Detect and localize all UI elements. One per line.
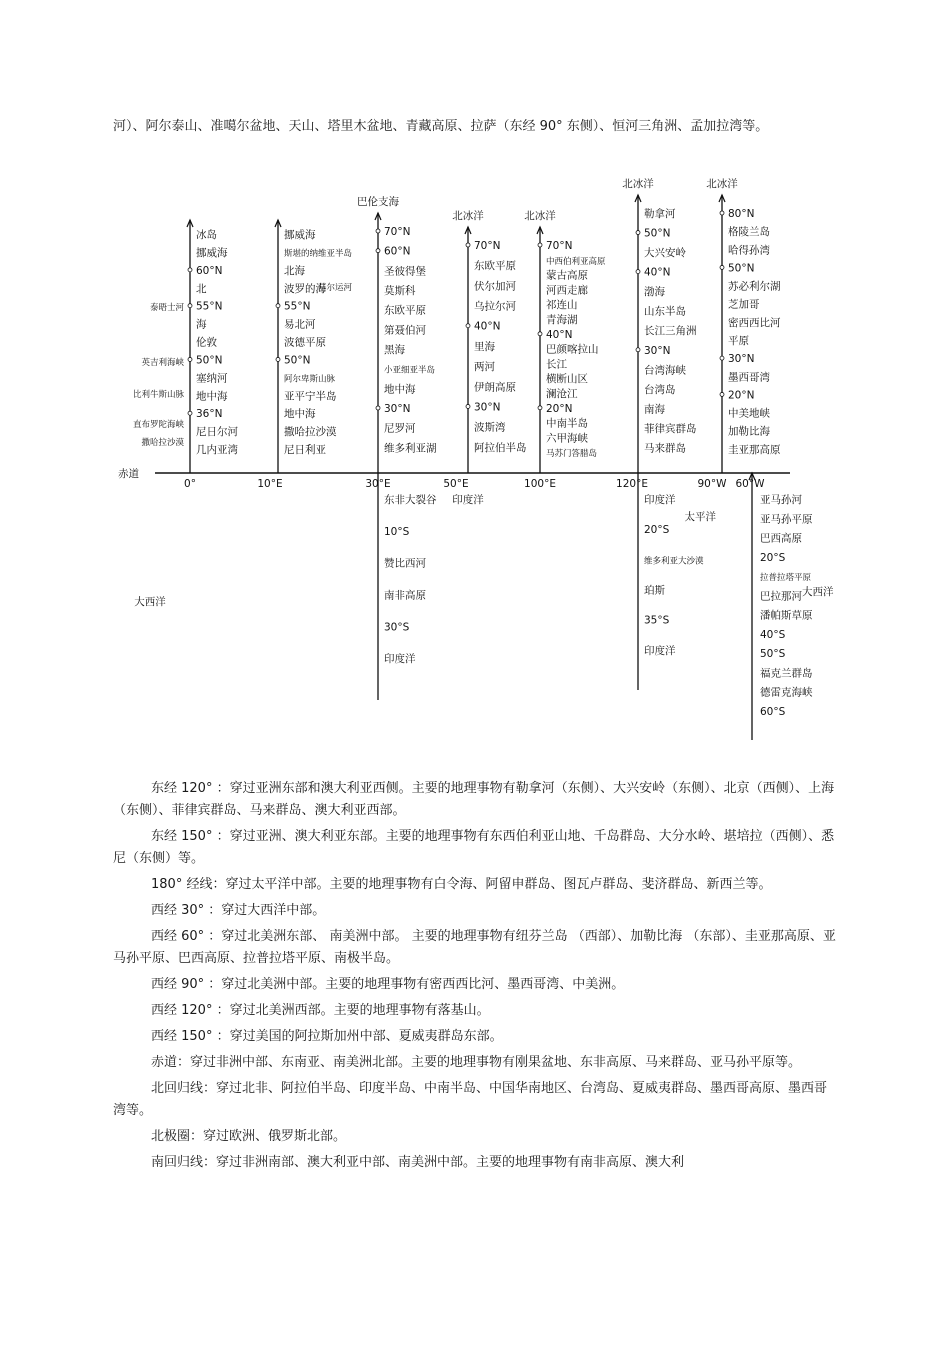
feature-label: 阿拉伯半岛 bbox=[474, 441, 527, 454]
latitude-dot-icon bbox=[538, 332, 542, 336]
feature-label: 蒙古高原 bbox=[546, 269, 588, 282]
feature-label: 北 bbox=[196, 282, 207, 295]
paragraph-30w: 西经 30° ：穿过大西洋中部。 bbox=[151, 903, 326, 918]
feature-label: 福克兰群岛 bbox=[760, 667, 813, 680]
latitude-dot-icon bbox=[188, 304, 192, 308]
feature-label: 第聂伯河 bbox=[384, 324, 426, 337]
latitude-label: 40°N bbox=[546, 328, 573, 341]
meridian-diagram bbox=[100, 165, 840, 745]
feature-label: 格陵兰岛 bbox=[728, 226, 770, 239]
meridian-top-label: 北冰洋 bbox=[622, 178, 654, 190]
feature-label: 尼罗河 bbox=[384, 422, 416, 435]
paragraph-150w: 西经 150° ：穿过美国的阿拉斯加州中部、夏威夷群岛东部。 bbox=[151, 1029, 503, 1044]
latitude-dot-icon bbox=[538, 243, 542, 247]
latitude-label: 50°N bbox=[284, 354, 311, 367]
feature-label: 渤海 bbox=[644, 286, 665, 299]
feature-label: 台湾海峡 bbox=[644, 364, 686, 377]
feature-label: 南海 bbox=[644, 403, 665, 416]
latitude-dot-icon bbox=[466, 324, 470, 328]
body-paragraphs bbox=[113, 778, 838, 1178]
feature-label: 中南半岛 bbox=[546, 417, 588, 430]
latitude-label: 30°N bbox=[474, 401, 501, 414]
feature-label: 伦敦 bbox=[196, 336, 217, 349]
feature-label: 波德平原 bbox=[284, 336, 326, 349]
feature-label: 山东半岛 bbox=[644, 305, 686, 318]
feature-label: 直布罗陀海峡 bbox=[132, 420, 184, 430]
latitude-label: 40°N bbox=[474, 320, 501, 333]
feature-label: 地中海 bbox=[384, 383, 416, 396]
feature-label: 基尔运河 bbox=[318, 283, 353, 293]
feature-label: 芝加哥 bbox=[728, 298, 760, 311]
feature-label: 祁连山 bbox=[546, 299, 578, 312]
meridian-top-label: 北冰洋 bbox=[524, 210, 556, 222]
feature-label: 小亚细亚半岛 bbox=[384, 365, 436, 376]
feature-label: 地中海 bbox=[284, 408, 316, 421]
latitude-label: 20°S bbox=[644, 524, 670, 537]
feature-label: 易北河 bbox=[284, 318, 316, 331]
feature-label: 波罗的海 bbox=[284, 282, 326, 295]
feature-label: 赞比西河 bbox=[384, 557, 426, 570]
feature-label: 青海湖 bbox=[546, 314, 578, 326]
feature-label: 北海 bbox=[284, 264, 305, 277]
feature-label: 苏必利尔湖 bbox=[728, 280, 781, 293]
latitude-dot-icon bbox=[720, 265, 724, 269]
paragraph-equator: 赤道：穿过非洲中部、东南亚、南美洲北部。主要的地理事物有刚果盆地、东非高原、马来群岛、亚马孙平原等。 bbox=[151, 1055, 802, 1070]
paragraph-60w: 西经 60° ：穿过北美洲东部、 南美洲中部。 主要的地理事物有纽芬兰岛 （西部）、加勒比海 （东部）、圭亚那高原、亚马孙平原、巴西高原、拉普拉塔平原、南极半岛。 bbox=[113, 929, 836, 966]
feature-label: 乌拉尔河 bbox=[474, 300, 516, 313]
latitude-label: 30°S bbox=[384, 621, 410, 634]
latitude-dot-icon bbox=[720, 211, 724, 215]
paragraph-90w: 西经 90° ：穿过北美洲中部。主要的地理事物有密西西比河、墨西哥湾、中美洲。 bbox=[151, 977, 625, 992]
latitude-label: 30°N bbox=[644, 344, 671, 357]
feature-label: 尼日尔河 bbox=[196, 426, 238, 439]
meridian-name: 30°E bbox=[365, 478, 391, 490]
feature-label: 太平洋 bbox=[684, 511, 716, 523]
feature-label: 中西伯利亚高原 bbox=[546, 256, 606, 267]
latitude-dot-icon bbox=[720, 356, 724, 360]
latitude-dot-icon bbox=[376, 406, 380, 410]
feature-label: 大西洋 bbox=[802, 586, 834, 598]
meridian-top-label: 北冰洋 bbox=[452, 210, 484, 222]
feature-label: 挪威海 bbox=[196, 246, 228, 259]
feature-label: 拉普拉塔平原 bbox=[760, 573, 812, 583]
feature-label: 大西洋 bbox=[134, 596, 166, 608]
feature-label: 马来群岛 bbox=[644, 442, 686, 455]
latitude-label: 70°N bbox=[384, 226, 411, 238]
latitude-label: 20°N bbox=[728, 389, 755, 402]
latitude-label: 60°N bbox=[196, 264, 223, 277]
meridian-top-label: 巴伦支海 bbox=[357, 196, 399, 208]
feature-label: 印度洋 bbox=[644, 494, 676, 506]
latitude-dot-icon bbox=[276, 357, 280, 361]
feature-label: 横断山区 bbox=[546, 373, 588, 386]
feature-label: 勒拿河 bbox=[644, 208, 676, 220]
feature-label: 澜沧江 bbox=[546, 388, 578, 400]
feature-label: 撒哈拉沙漠 bbox=[141, 438, 184, 448]
feature-label: 尼日利亚 bbox=[284, 444, 326, 457]
latitude-dot-icon bbox=[376, 249, 380, 253]
latitude-label: 60°N bbox=[384, 245, 411, 258]
latitude-label: 70°N bbox=[474, 240, 501, 252]
meridian-name: 60°W bbox=[735, 478, 765, 490]
feature-label: 菲律宾群岛 bbox=[644, 422, 697, 435]
feature-label: 伊朗高原 bbox=[474, 381, 516, 394]
feature-label: 大兴安岭 bbox=[644, 247, 686, 260]
meridian-name: 90°W bbox=[697, 478, 727, 490]
feature-label: 冰岛 bbox=[196, 229, 217, 241]
meridian-top-label: 北冰洋 bbox=[706, 178, 738, 190]
feature-label: 东欧平原 bbox=[384, 304, 426, 317]
feature-label: 波斯湾 bbox=[474, 421, 506, 434]
feature-label: 英吉利海峡 bbox=[141, 358, 184, 368]
latitude-label: 70°N bbox=[546, 240, 573, 252]
latitude-dot-icon bbox=[636, 348, 640, 352]
feature-label: 南非高原 bbox=[384, 589, 426, 602]
latitude-dot-icon bbox=[466, 404, 470, 408]
latitude-label: 40°S bbox=[760, 628, 786, 641]
feature-label: 印度洋 bbox=[452, 494, 484, 506]
feature-label: 密西西比河 bbox=[728, 316, 781, 329]
feature-label: 阿尔卑斯山脉 bbox=[284, 374, 336, 385]
latitude-label: 60°S bbox=[760, 705, 786, 718]
latitude-label: 35°S bbox=[644, 614, 670, 627]
feature-label: 六甲海峡 bbox=[546, 432, 588, 445]
feature-label: 加勒比海 bbox=[728, 425, 770, 438]
feature-label: 潘帕斯草原 bbox=[760, 609, 813, 622]
equator-label: 赤道 bbox=[118, 468, 139, 480]
paragraph-120w: 西经 120° ：穿过北美洲西部。主要的地理事物有落基山。 bbox=[151, 1003, 490, 1018]
latitude-dot-icon bbox=[466, 243, 470, 247]
feature-label: 两河 bbox=[474, 361, 495, 374]
feature-label: 圭亚那高原 bbox=[728, 443, 781, 456]
meridian-diagram-svg bbox=[100, 165, 840, 745]
feature-label: 印度洋 bbox=[644, 644, 676, 657]
feature-label: 亚马孙河 bbox=[760, 494, 802, 506]
latitude-label: 20°N bbox=[546, 402, 573, 415]
latitude-dot-icon bbox=[188, 411, 192, 415]
feature-label: 东非大裂谷 bbox=[384, 494, 437, 506]
intro-paragraph: 河）、阿尔泰山、准噶尔盆地、天山、塔里木盆地、青藏高原、拉萨（东经 90° 东侧）、恒河三角洲、孟加拉湾等。 bbox=[113, 119, 769, 134]
feature-label: 哈得孙湾 bbox=[728, 244, 770, 257]
latitude-label: 80°N bbox=[728, 208, 755, 220]
feature-label: 亚平宁半岛 bbox=[284, 390, 337, 403]
meridian-name: 10°E bbox=[257, 478, 283, 490]
feature-label: 维多利亚湖 bbox=[384, 442, 437, 455]
feature-label: 珀斯 bbox=[644, 584, 665, 597]
feature-label: 伏尔加河 bbox=[474, 280, 516, 293]
feature-label: 印度洋 bbox=[384, 653, 416, 666]
feature-label: 中美地峡 bbox=[728, 407, 770, 420]
latitude-label: 50°N bbox=[196, 354, 223, 367]
latitude-label: 10°S bbox=[384, 525, 410, 538]
latitude-label: 50°S bbox=[760, 648, 786, 660]
feature-label: 长江 bbox=[546, 358, 567, 371]
meridian-name: 100°E bbox=[524, 478, 556, 490]
latitude-dot-icon bbox=[188, 268, 192, 272]
latitude-dot-icon bbox=[538, 406, 542, 410]
feature-label: 莫斯科 bbox=[384, 285, 416, 297]
feature-label: 斯堪的纳维亚半岛 bbox=[284, 248, 353, 259]
latitude-label: 50°N bbox=[644, 227, 671, 240]
latitude-label: 50°N bbox=[728, 262, 755, 275]
latitude-dot-icon bbox=[376, 229, 380, 233]
latitude-label: 36°N bbox=[196, 408, 223, 421]
latitude-dot-icon bbox=[720, 392, 724, 396]
feature-label: 亚马孙平原 bbox=[760, 513, 813, 526]
feature-label: 马苏门答腊岛 bbox=[546, 449, 598, 460]
latitude-dot-icon bbox=[636, 270, 640, 274]
feature-label: 塞纳河 bbox=[196, 372, 228, 385]
feature-label: 墨西哥湾 bbox=[728, 371, 770, 384]
latitude-dot-icon bbox=[188, 357, 192, 361]
feature-label: 海 bbox=[196, 318, 207, 331]
meridian-name: 0° bbox=[184, 478, 196, 490]
latitude-dot-icon bbox=[276, 304, 280, 308]
latitude-dot-icon bbox=[636, 231, 640, 235]
latitude-label: 55°N bbox=[284, 300, 311, 313]
latitude-label: 30°N bbox=[728, 353, 755, 366]
latitude-label: 30°N bbox=[384, 403, 411, 415]
feature-label: 挪威海 bbox=[284, 229, 316, 241]
feature-label: 黑海 bbox=[384, 344, 405, 356]
feature-label: 地中海 bbox=[196, 390, 228, 403]
feature-label: 巴西高原 bbox=[760, 532, 802, 545]
feature-label: 泰晤士河 bbox=[149, 303, 184, 313]
paragraph-arctic-circle: 北极圈：穿过欧洲、俄罗斯北部。 bbox=[151, 1129, 347, 1144]
feature-label: 台湾岛 bbox=[644, 383, 676, 396]
feature-label: 东欧平原 bbox=[474, 260, 516, 273]
feature-label: 撒哈拉沙漠 bbox=[284, 426, 337, 439]
latitude-label: 55°N bbox=[196, 300, 223, 313]
feature-label: 巴颜喀拉山 bbox=[546, 343, 599, 356]
paragraph-180: 180° 经线：穿过太平洋中部。主要的地理事物有白令海、阿留申群岛、图瓦卢群岛、斐济群岛、新西兰等。 bbox=[151, 877, 772, 892]
latitude-label: 20°S bbox=[760, 551, 786, 564]
meridian-name: 50°E bbox=[443, 478, 469, 490]
feature-label: 几内亚湾 bbox=[196, 444, 238, 457]
feature-label: 河西走廊 bbox=[546, 284, 588, 297]
latitude-label: 40°N bbox=[644, 266, 671, 279]
feature-label: 里海 bbox=[474, 340, 495, 353]
feature-label: 巴拉那河 bbox=[760, 590, 802, 603]
paragraph-tropic-capricorn: 南回归线：穿过非洲南部、澳大利亚中部、南美洲中部。主要的地理事物有南非高原、澳大利 bbox=[151, 1155, 685, 1170]
feature-label: 长江三角洲 bbox=[644, 325, 697, 338]
meridian-name: 120°E bbox=[616, 478, 648, 490]
feature-label: 德雷克海峡 bbox=[760, 686, 813, 699]
feature-label: 维多利亚大沙漠 bbox=[644, 556, 704, 567]
paragraph-120e: 东经 120° ：穿过亚洲东部和澳大利亚西侧。主要的地理事物有勒拿河（东侧）、大兴安岭（东侧）、北京（西侧）、上海（东侧）、菲律宾群岛、马来群岛、澳大利亚西部。 bbox=[113, 781, 835, 818]
feature-label: 圣彼得堡 bbox=[384, 265, 426, 278]
feature-label: 比利牛斯山脉 bbox=[132, 390, 184, 400]
paragraph-tropic-cancer: 北回归线：穿过北非、阿拉伯半岛、印度半岛、中南半岛、中国华南地区、台湾岛、夏威夷群岛、墨西哥高原、墨西哥湾等。 bbox=[113, 1081, 828, 1118]
feature-label: 平原 bbox=[728, 335, 749, 347]
paragraph-150e: 东经 150° ：穿过亚洲、澳大利亚东部。主要的地理事物有东西伯利亚山地、千岛群岛、大分水岭、堪培拉（西侧）、悉尼（东侧）等。 bbox=[113, 829, 835, 866]
